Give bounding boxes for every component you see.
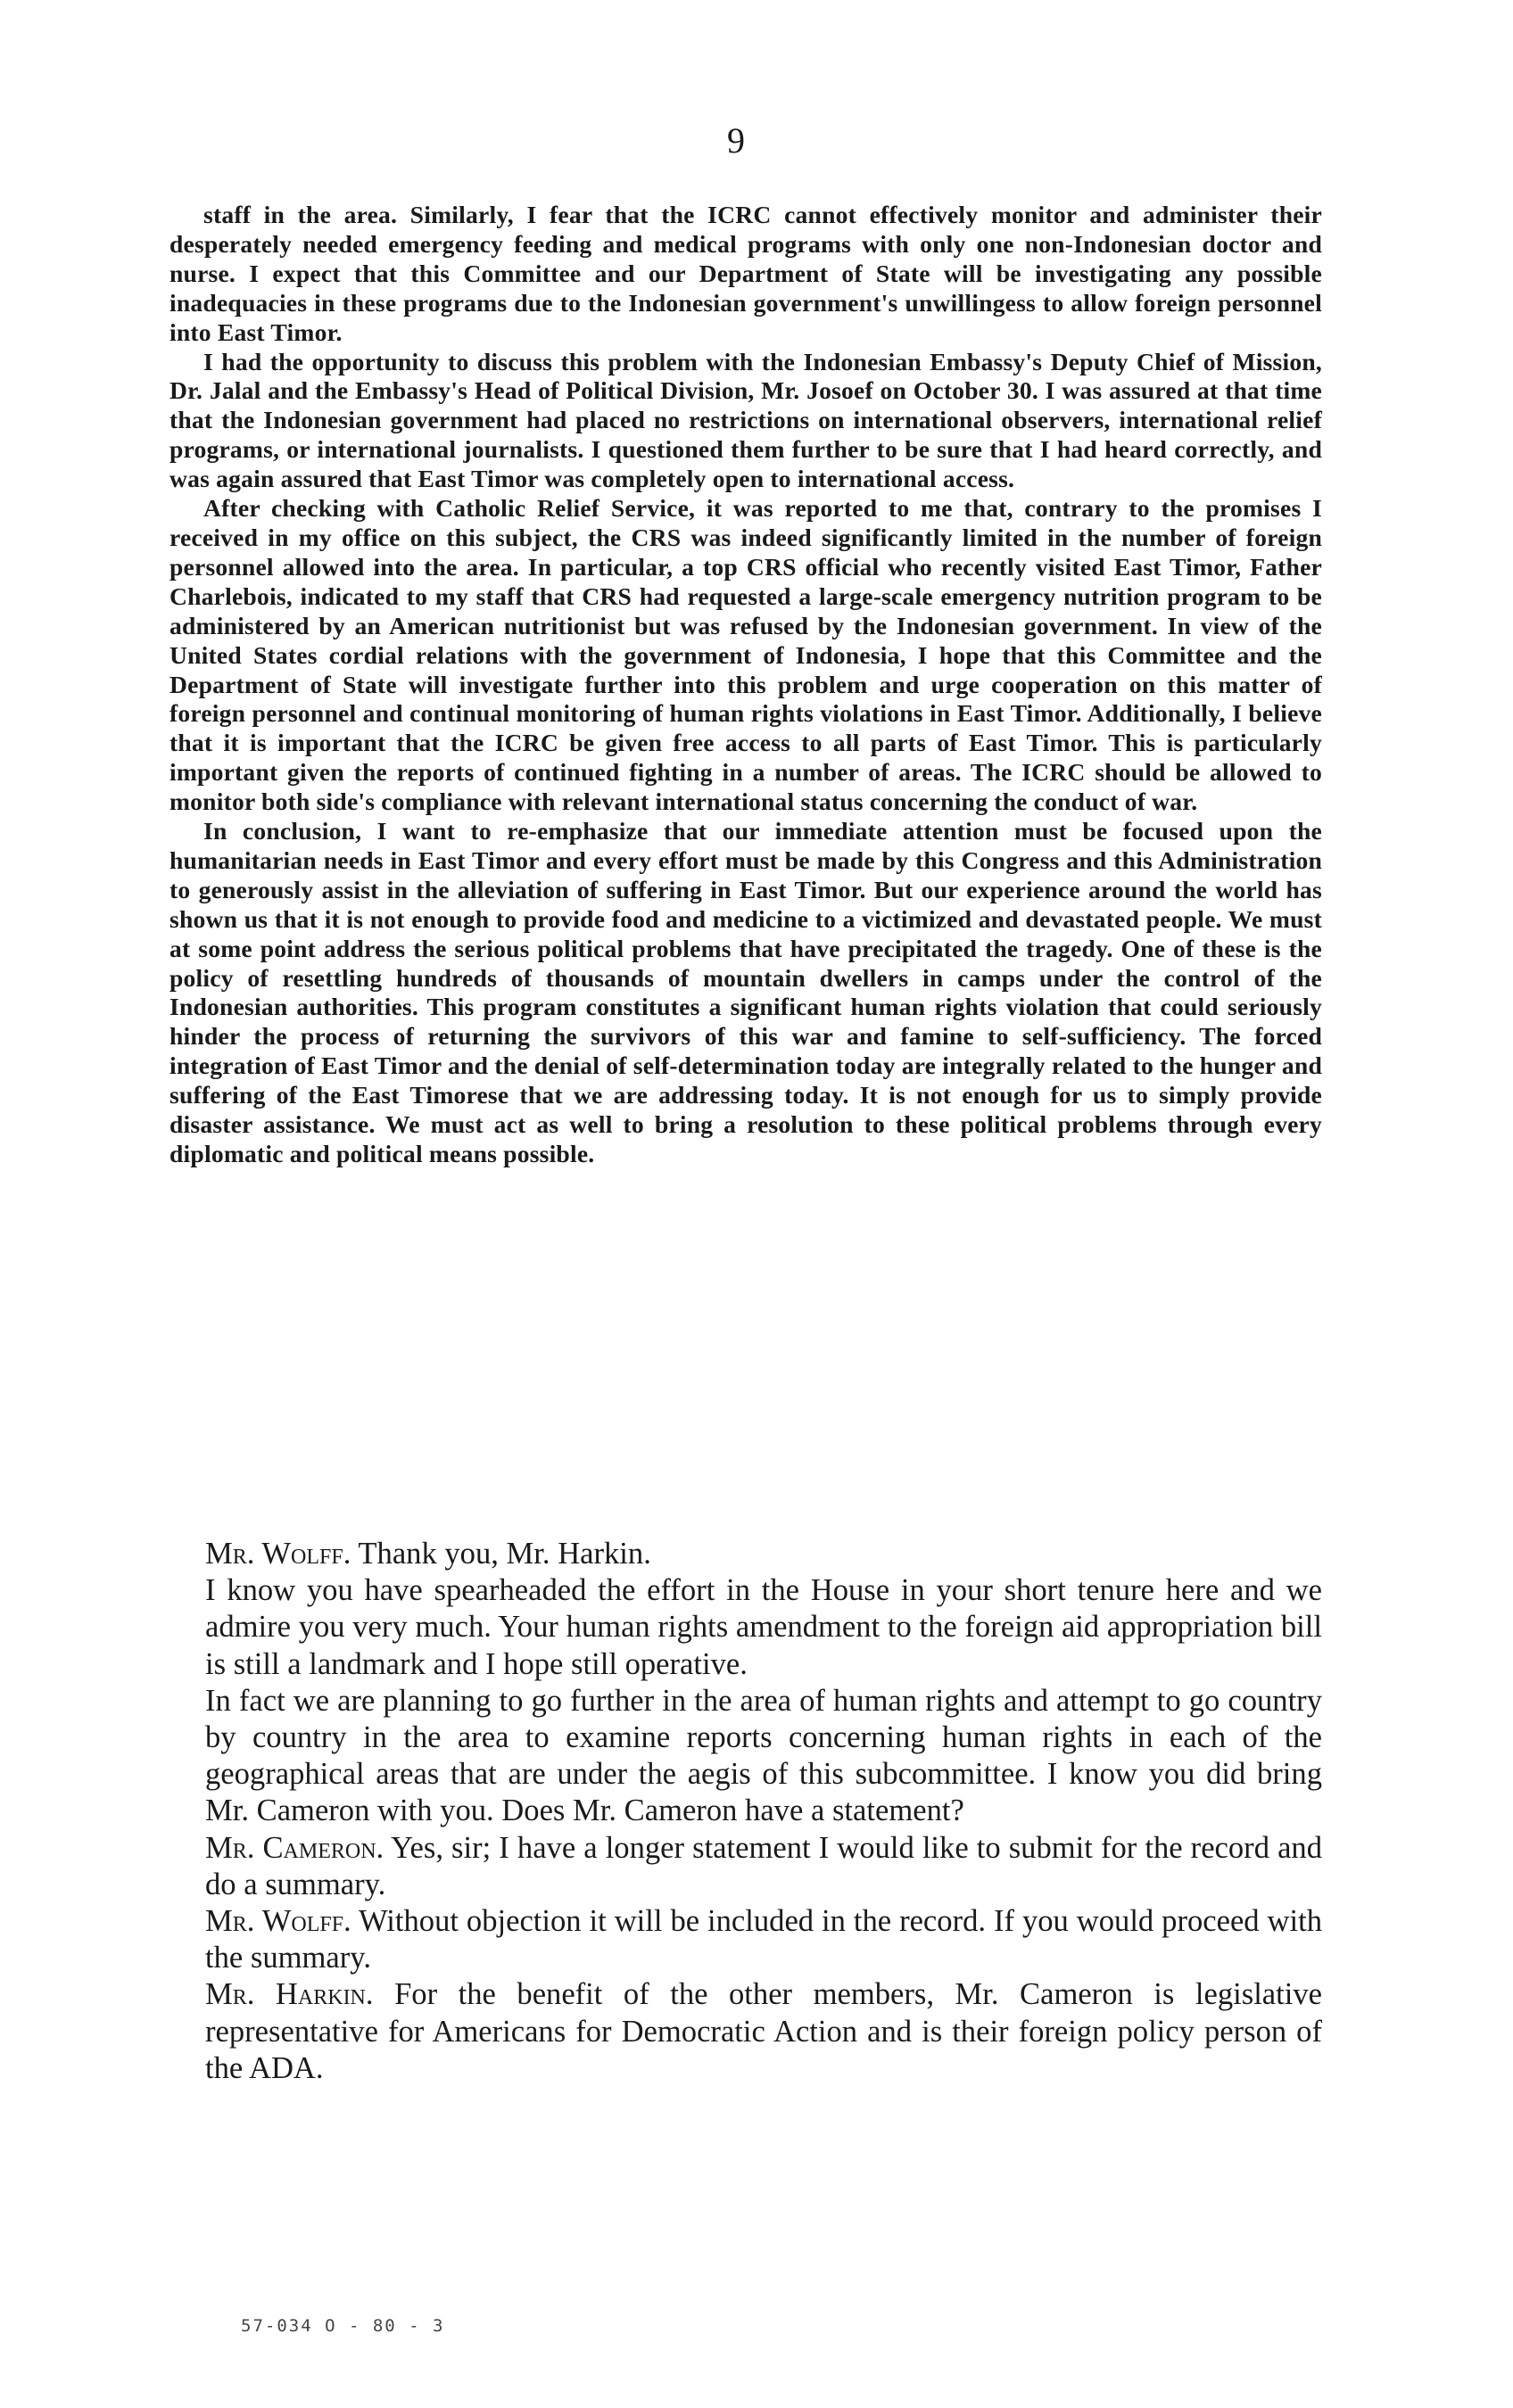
speaker-name: Mr. Cameron. (205, 1830, 384, 1865)
prepared-statement (169, 201, 1322, 1169)
transcript-paragraph (205, 1976, 1322, 2087)
paragraph: After checking with Catholic Relief Service, it was reported to me that, contrary to the promises I received in my office on this subject, the CRS was indeed significantly limited in the number of foreign personnel allowed into the area. In particular, a top CRS official who recently visited East Timor, Father Charlebois, indicated to my staff that CRS had requested a large-scale emergency nutrition program to be administered by an American nutritionist but was refused by the Indonesian government. In view of the United States cordial relations with the government of Indonesia, I hope that this Committee and the Department of State will investigate further into this problem and urge cooperation on this matter of foreign personnel and continual monitoring of human rights violations in East Timor. Additionally, I believe that it is important that the ICRC be given free access to all parts of East Timor. This is particularly important given the reports of continued fighting in a number of areas. The ICRC should be allowed to monitor both side's compliance with relevant international status concerning the conduct of war. (169, 494, 1322, 816)
speech-text: Without objection it will be included in the record. If you would proceed with the summary. (205, 1904, 1323, 1975)
transcript-paragraph (205, 1572, 1322, 1683)
speech-text: In fact we are planning to go further in the area of human rights and attempt to go country by country in the area to examine reports concerning human rights in each of the geographical areas that are under the aegis of this subcommittee. I know you did bring Mr. Cameron with you. Does Mr. Cameron have a statement? (205, 1683, 1322, 1828)
paragraph: In conclusion, I want to re-emphasize that our immediate attention must be focused upon the humanitarian needs in East Timor and every effort must be made by this Congress and this Administration to generously assist in the alleviation of suffering in East Timor. But our experience around the world has shown us that it is not enough to provide food and medicine to a victimized and devastated people. We must at some point address the serious political problems that have precipitated the tragedy. One of these is the policy of resettling hundreds of thousands of mountain dwellers in camps under the control of the Indonesian authorities. This program constitutes a significant human rights violation that could seriously hinder the process of returning the survivors of this war and famine to self-sufficiency. The forced integration of East Timor and the denial of self-determination today are integrally related to the hunger and suffering of the East Timorese that we are addressing today. It is not enough for us to simply provide disaster assistance. We must act as well to bring a resolution to these political problems through every diplomatic and political means possible. (169, 817, 1322, 1167)
paragraph: staff in the area. Similarly, I fear that the ICRC cannot effectively monitor and administer their desperately needed emergency feeding and medical programs with only one non-Indonesian doctor and nurse. I expect that this Committee and our Department of State will be investigating any possible inadequacies in these programs due to the Indonesian government's unwillingess to allow foreign personnel into East Timor. (169, 201, 1322, 346)
speech-text: For the benefit of the other members, Mr. Cameron is legislative representative for Americans for Democratic Action and is their foreign policy person of the ADA. (205, 1977, 1323, 2085)
hearing-transcript (205, 1536, 1322, 2087)
speaker-name: Mr. Wolff. (205, 1537, 351, 1571)
print-footer: 57-034 O - 80 - 3 (241, 2316, 445, 2336)
speaker-name: Mr. Harkin. (205, 1977, 374, 2012)
transcript-paragraph (205, 1536, 1322, 1572)
speaker-name: Mr. Wolff. (205, 1904, 351, 1939)
speech-text: I know you have spearheaded the effort in the House in your short tenure here and we admire you very much. Your human rights amendment to the foreign aid appropriation bill is still a landmark and I hope still operative. (205, 1573, 1322, 1681)
speech-text: Thank you, Mr. Harkin. (351, 1537, 651, 1571)
page-number: 9 (727, 120, 745, 161)
transcript-paragraph (205, 1830, 1322, 1903)
transcript-paragraph (205, 1683, 1322, 1830)
transcript-paragraph (205, 1903, 1322, 1976)
paragraph: I had the opportunity to discuss this problem with the Indonesian Embassy's Deputy Chief of Mission, Dr. Jalal and the Embassy's Head of Political Division, Mr. Josoef on October 30. I was assured at that time that the Indonesian government had placed no restrictions on international observers, international relief programs, or international journalists. I questioned them further to be sure that I had heard correctly, and was again assured that East Timor was completely open to international access. (169, 347, 1322, 493)
speech-text: Yes, sir; I have a longer statement I would like to submit for the record and do a summary. (205, 1830, 1322, 1901)
